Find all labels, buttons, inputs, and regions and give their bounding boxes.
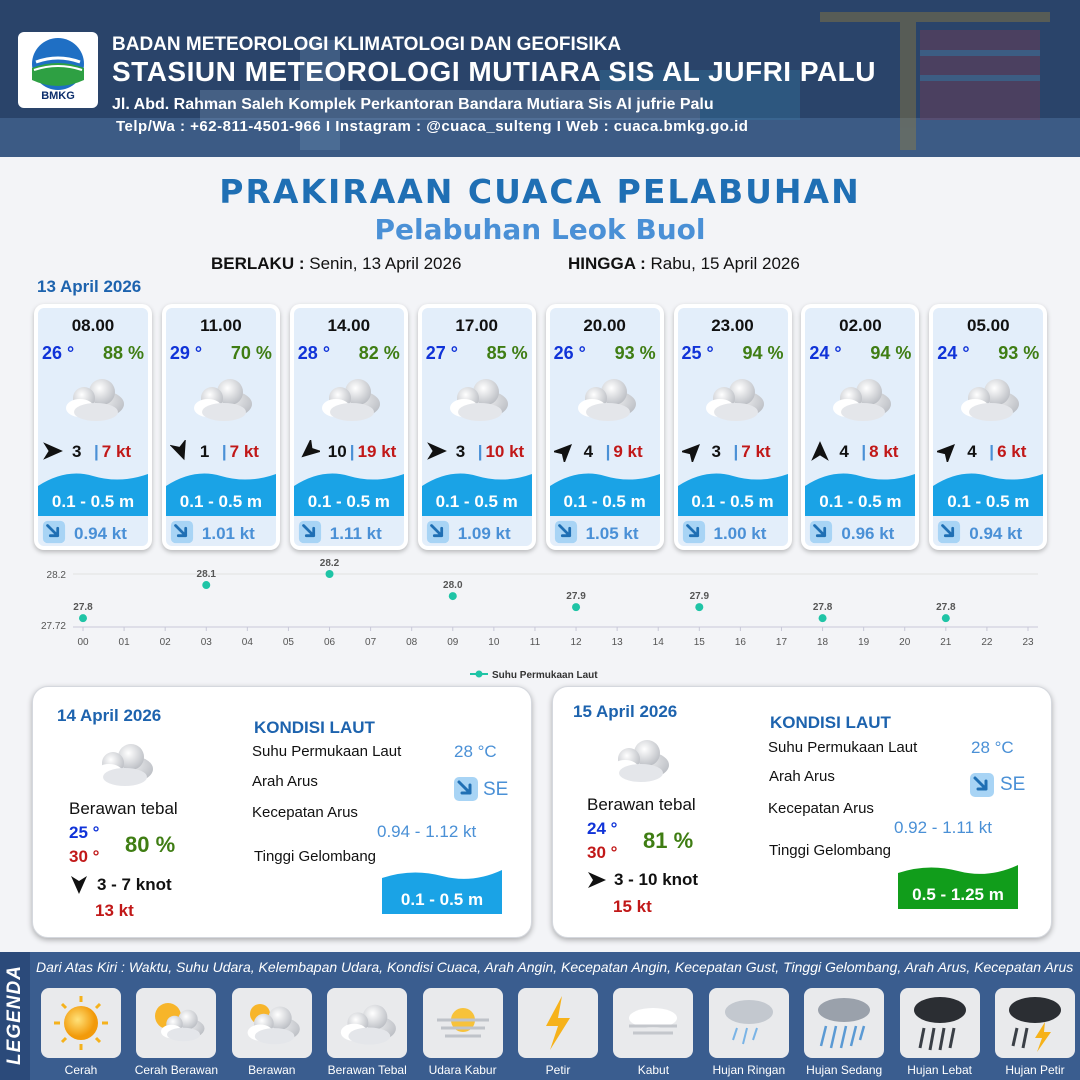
day2-current-speed: 0.94 - 1.12 kt [377,822,477,841]
card-current-speed: 1.11 kt [329,524,382,543]
card-body [933,308,1043,546]
day2-temp-max: 30 ° [69,847,100,866]
x-tick-label: 04 [241,637,253,648]
x-tick-label: 09 [447,637,459,648]
legend-side [0,952,30,1080]
x-tick-label: 00 [77,637,89,648]
legend-item-sun [41,988,121,1058]
card-body [294,308,404,546]
card-gust: | 7 kt [733,442,771,461]
card-wind-speed: 4 [839,442,849,461]
card-wave-height: 0.1 - 0.5 m [691,492,774,511]
legend-item-thick-cloud [327,988,407,1058]
card-humidity: 93 % [614,343,656,363]
station-address: Jl. Abd. Rahman Saleh Komplek Perkantoran Bandara Mutiara Sis Al jufrie Palu [112,96,714,113]
forecast-card [34,304,152,550]
card-gust-value: 19 kt [357,442,397,461]
card-wind-speed: 3 [72,442,82,461]
card-wave-height: 0.1 - 0.5 m [563,492,646,511]
card-time: 05.00 [967,316,1010,335]
moderate-rain-icon [804,988,884,1058]
thick-cloud-icon [446,374,512,424]
x-tick-label: 23 [1022,637,1034,648]
card-gust-value: 7 kt [101,442,132,461]
sst-point-label: 27.8 [936,602,956,614]
day2-wind-range: 3 - 7 knot [97,875,172,894]
card-gust-value: 8 kt [869,442,899,461]
header-banner [0,0,1080,157]
x-tick-label: 12 [570,637,582,648]
sst-point [326,570,334,578]
card-current-speed: 0.94 kt [969,524,1023,543]
sun-icon [41,988,121,1058]
day3-current-dir-label: Arah Arus [769,768,835,785]
x-tick-label: 03 [200,637,212,648]
day2-temp-min: 25 ° [69,823,100,842]
day3-current-speed: 0.92 - 1.11 kt [894,818,992,837]
sst-point-label: 28.2 [319,558,340,569]
day2-current-dir-label: Arah Arus [252,773,318,790]
thick-cloud-icon [574,374,640,424]
card-wind-speed: 3 [455,442,466,461]
card-wave-height: 0.1 - 0.5 m [307,492,390,511]
forecast-card [290,304,408,550]
day3-gust: 15 kt [613,897,652,916]
current-direction-icon [170,520,194,544]
day1-date: 13 April 2026 [37,277,142,296]
card-body [422,308,532,546]
day2-wave-label: Tinggi Gelombang [254,848,377,865]
card-gust: | 9 kt [605,442,643,461]
legend-item-moderate-rain [804,988,884,1058]
sst-point [202,581,210,589]
sst-point [572,603,580,611]
x-tick-label: 19 [858,637,870,648]
page-title: PRAKIRAAN CUACA PELABUHAN [219,172,861,211]
day2-date: 14 April 2026 [57,706,162,725]
legend-title: LEGENDA [4,965,25,1065]
sun-cloud-icon [136,988,216,1058]
cloud-sun-icon [232,988,312,1058]
x-tick-label: 11 [529,637,541,648]
sst-point [819,614,827,622]
day3-sea-title: KONDISI LAUT [770,713,891,732]
sst-point [79,614,87,622]
legend-item-heavy-rain [900,988,980,1058]
current-direction-icon [42,520,66,544]
x-tick-label: 21 [940,637,952,648]
card-wind-speed: 3 [711,442,721,461]
card-temp: 29 ° [169,343,203,363]
legend-item-sun-cloud [136,988,216,1058]
card-gust-value: 9 kt [613,442,643,461]
heavy-rain-icon [900,988,980,1058]
valid-to [568,254,800,274]
day2-wave: 0.1 - 0.5 m [400,890,484,909]
legend-item-label: Kabut [637,1063,670,1077]
card-time: 11.00 [200,316,242,335]
card-gust: | 10 kt [477,442,525,461]
thick-cloud-icon [190,374,256,424]
card-gust-value: 7 kt [229,442,259,461]
card-temp: 24 ° [937,343,970,363]
wind-arrow-icon [42,440,64,462]
page-subtitle: Pelabuhan Leok Buol [374,213,706,246]
card-current-speed: 0.94 kt [74,524,127,543]
thick-cloud-icon [91,739,157,789]
sst-point-label: 27.9 [689,591,710,603]
valid-from-value: Senin, 13 April 2026 [309,254,462,273]
thick-cloud-icon [318,374,384,424]
sst-point [449,592,457,600]
valid-from [211,254,461,274]
sst-point [942,614,950,622]
y-tick-label: 28.2 [46,570,66,581]
x-tick-label: 05 [282,637,294,648]
day3-current-speed-label: Kecepatan Arus [768,800,874,817]
x-tick-label: 15 [693,637,705,648]
legend-marker [476,671,483,678]
card-humidity: 88 % [102,343,144,363]
day3-sst-label: Suhu Permukaan Laut [768,739,918,756]
sst-point [695,603,703,611]
card-time: 08.00 [71,316,115,335]
card-temp: 26 ° [553,343,586,363]
day2-current-dir: SE [483,779,509,800]
day2-gust: 13 kt [95,901,134,920]
y-tick-label: 27.72 [40,621,66,632]
card-body [805,308,915,546]
x-tick-label: 18 [817,637,829,648]
x-tick-label: 02 [159,637,171,648]
legend-item-lightning [518,988,598,1058]
wind-arrow-icon [809,440,831,462]
day3-temp-max: 30 ° [587,843,618,862]
legend-item-label: Hujan Petir [1005,1063,1065,1077]
current-direction-icon [298,520,322,544]
x-tick-label: 08 [406,637,418,648]
x-tick-label: 22 [981,637,993,648]
day3-wind-range: 3 - 10 knot [614,870,699,889]
forecast-card [929,304,1047,550]
day2-sst-label: Suhu Permukaan Laut [252,743,402,760]
thick-cloud-icon [702,374,768,424]
card-gust: | 7 kt [94,442,132,461]
card-wave-height: 0.1 - 0.5 m [51,492,135,511]
legend-item-thunderstorm [995,988,1075,1058]
thick-cloud-icon [829,374,895,424]
x-tick-label: 10 [488,637,500,648]
current-direction-icon [809,520,833,544]
current-direction-icon [554,520,578,544]
card-current-speed: 1.01 kt [201,524,255,543]
day3-wave-label: Tinggi Gelombang [769,842,892,859]
card-time: 14.00 [327,316,371,335]
card-humidity: 70 % [230,343,272,363]
day3-condition: Berawan tebal [587,795,696,814]
card-wind-speed: 10 [327,442,347,461]
legend-item-label: Hujan Sedang [806,1063,883,1077]
legend-item-label: Hujan Ringan [712,1063,786,1077]
card-temp: 26 ° [42,343,75,363]
legend-series-name: Suhu Permukaan Laut [492,670,598,681]
card-body [166,308,276,546]
wind-arrow-icon [170,440,192,462]
card-humidity: 85 % [486,343,528,363]
legend-item-fog [613,988,693,1058]
card-temp: 28 ° [297,343,331,363]
legend-item-haze [423,988,503,1058]
card-wave-height: 0.1 - 0.5 m [819,492,902,511]
card-time: 23.00 [711,316,754,335]
card-current-speed: 1.09 kt [457,524,511,543]
day3-panel [552,686,1052,938]
current-direction-icon [426,520,450,544]
wind-arrow-icon [937,440,959,462]
legend-item-cloud-sun [232,988,312,1058]
day2-panel [32,686,532,938]
wind-arrow-icon [426,440,448,462]
forecast-card [418,304,536,550]
current-direction-icon [682,520,706,544]
lightning-icon [518,988,598,1058]
legend-item-light-rain [709,988,789,1058]
x-tick-label: 13 [611,637,623,648]
x-tick-label: 14 [652,637,664,648]
card-gust: | 8 kt [861,442,899,461]
wind-arrow-icon [554,440,576,462]
thick-cloud-icon [327,988,407,1058]
day3-date: 15 April 2026 [573,702,678,721]
card-wind-speed: 4 [583,442,594,461]
card-wave-height: 0.1 - 0.5 m [947,492,1030,511]
card-time: 02.00 [839,316,882,335]
day3-current-dir: SE [1000,774,1026,795]
wind-arrow-icon [682,440,704,462]
forecast-card [546,304,664,550]
valid-to-value: Rabu, 15 April 2026 [650,254,800,273]
station-name: STASIUN METEOROLOGI MUTIARA SIS AL JUFRI PALU [112,56,876,87]
sst-point-label: 27.8 [73,602,93,614]
card-body [678,308,788,546]
thunderstorm-icon [995,988,1075,1058]
org-name: BADAN METEOROLOGI KLIMATOLOGI DAN GEOFISIKA [112,34,622,55]
day3-wind-arrow-icon [587,870,607,890]
sst-point-label: 27.9 [566,591,586,603]
legend-item-label: Cerah Berawan [134,1063,219,1077]
day3-current-arrow-icon [969,772,995,798]
day2-condition: Berawan tebal [69,799,178,818]
x-tick-label: 17 [775,637,788,648]
thick-cloud-icon [607,735,673,785]
x-tick-label: 20 [899,637,911,648]
card-wave-height: 0.1 - 0.5 m [435,492,518,511]
valid-from-label: BERLAKU : [211,254,305,273]
forecast-card [801,304,919,550]
sst-point-label: 28.0 [443,580,463,592]
card-body [38,308,148,546]
legend-item-label: Petir [545,1063,571,1077]
forecast-card [162,304,280,550]
day3-temp-min: 24 ° [587,819,618,838]
card-current-speed: 0.96 kt [841,524,895,543]
day2-wind-arrow-icon [69,875,89,895]
station-contact: Telp/Wa : +62-811-4501-966 I Instagram : @cuaca_sulteng I Web : cuaca.bmkg.go.id [116,118,749,135]
forecast-card [674,304,792,550]
card-humidity: 93 % [998,343,1040,363]
thick-cloud-icon [62,374,128,424]
wind-arrow-icon [298,440,320,462]
card-temp: 27 ° [425,343,458,363]
card-gust-value: 7 kt [741,442,771,461]
legend-description: Dari Atas Kiri : Waktu, Suhu Udara, Kelembapan Udara, Kondisi Cuaca, Arah Angin, Kecepatan Angin, Kecepatan Gust, Tinggi Gelombang, Arah Arus, Kecepatan Arus [36,959,1074,975]
legend-item-label: Hujan Lebat [907,1063,972,1077]
x-tick-label: 06 [323,637,336,648]
day3-wave: 0.5 - 1.25 m [912,885,1004,904]
light-rain-icon [709,988,789,1058]
card-humidity: 94 % [742,343,784,363]
legend-item-label: Udara Kabur [428,1063,497,1077]
day2-current-speed-label: Kecepatan Arus [252,804,358,821]
card-temp: 25 ° [681,343,714,363]
card-current-speed: 1.05 kt [585,524,639,543]
x-tick-label: 16 [734,637,746,648]
card-gust-value: 6 kt [997,442,1027,461]
legend-item-label: Cerah [64,1063,98,1077]
card-gust: | 19 kt [349,442,397,461]
card-body [550,308,660,546]
card-time: 20.00 [583,316,626,335]
thick-cloud-icon [957,374,1023,424]
day3-sst: 28 °C [971,738,1014,757]
card-humidity: 82 % [358,343,400,363]
sea-surface-temp-chart [30,558,1050,688]
day2-humidity: 80 % [125,832,176,857]
logo-text: BMKG [41,90,75,102]
legend-item-label: Berawan Tebal [327,1063,407,1077]
card-gust: | 6 kt [989,442,1027,461]
day2-sea-title: KONDISI LAUT [254,718,375,737]
fog-icon [613,988,693,1058]
card-humidity: 94 % [870,343,912,363]
valid-to-label: HINGGA : [568,254,646,273]
card-time: 17.00 [455,316,498,335]
card-current-speed: 1.00 kt [713,524,767,543]
card-gust: | 7 kt [221,442,259,461]
sst-point-label: 27.8 [812,602,833,614]
sst-point-label: 28.1 [196,569,216,581]
card-wind-speed: 1 [199,442,210,461]
card-wave-height: 0.1 - 0.5 m [179,492,262,511]
x-tick-label: 01 [118,637,130,648]
day2-sst: 28 °C [454,742,497,761]
day2-current-arrow-icon [453,776,479,802]
haze-icon [423,988,503,1058]
card-gust-value: 10 kt [485,442,525,461]
x-tick-label: 07 [365,637,377,648]
card-temp: 24 ° [809,343,842,363]
card-wind-speed: 4 [967,442,977,461]
current-direction-icon [937,520,961,544]
legend-item-label: Berawan [248,1063,296,1077]
day3-humidity: 81 % [643,828,694,853]
